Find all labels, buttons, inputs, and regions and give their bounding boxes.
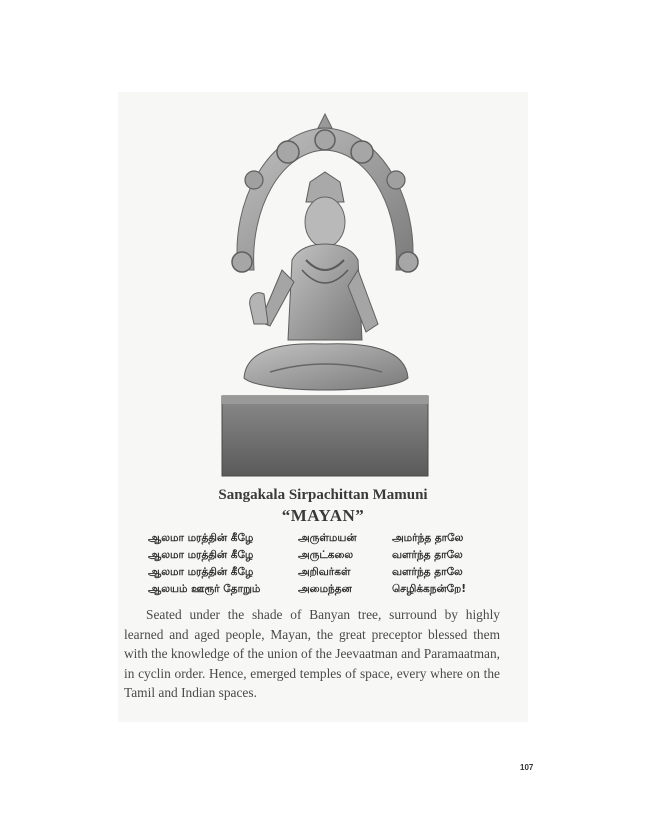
verse-phrase: ஆலமா மரத்தின் கீழே <box>148 549 254 561</box>
verse-phrase: வளர்ந்த தாலே <box>392 566 463 578</box>
verse-phrase: அமைந்தன <box>298 583 352 595</box>
sculpture-photo <box>210 110 440 482</box>
verse-line <box>148 530 508 547</box>
verse-phrase: அருள்மயன் <box>298 532 357 544</box>
verse-line <box>148 564 508 581</box>
verse-phrase: செழிக்கநன்றே! <box>392 583 467 595</box>
verse-phrase: ஆலயம் ஊரூர் தோறும் <box>148 583 261 595</box>
page-number: 107 <box>520 763 534 772</box>
paragraph-text: Seated under the shade of Banyan tree, surround by highly learned and aged people, Mayan, the great preceptor blessed them with the knowledge of the union of the Jeevaatman and Paramaatman, in cyclin order. Hence, emerged temples of space, every where on the Tamil and Indian spaces. <box>124 607 500 700</box>
verse-line <box>148 547 508 564</box>
caption-name: Sangakala Sirpachittan Mamuni <box>218 487 428 503</box>
verse-line <box>148 581 508 598</box>
verse-phrase: வளர்ந்த தாலே <box>392 549 463 561</box>
body-paragraph <box>124 605 500 703</box>
verse-phrase: அருட்கலை <box>298 549 354 561</box>
verse-phrase: ஆலமா மரத்தின் கீழே <box>148 566 254 578</box>
caption-title: “MAYAN” <box>281 506 365 525</box>
tamil-verse <box>148 530 508 598</box>
verse-phrase: ஆலமா மரத்தின் கீழே <box>148 532 254 544</box>
sculpture-illustration <box>210 110 440 482</box>
verse-phrase: அமர்ந்த தாலே <box>392 532 464 544</box>
verse-phrase: அறிவர்கள் <box>298 566 351 578</box>
